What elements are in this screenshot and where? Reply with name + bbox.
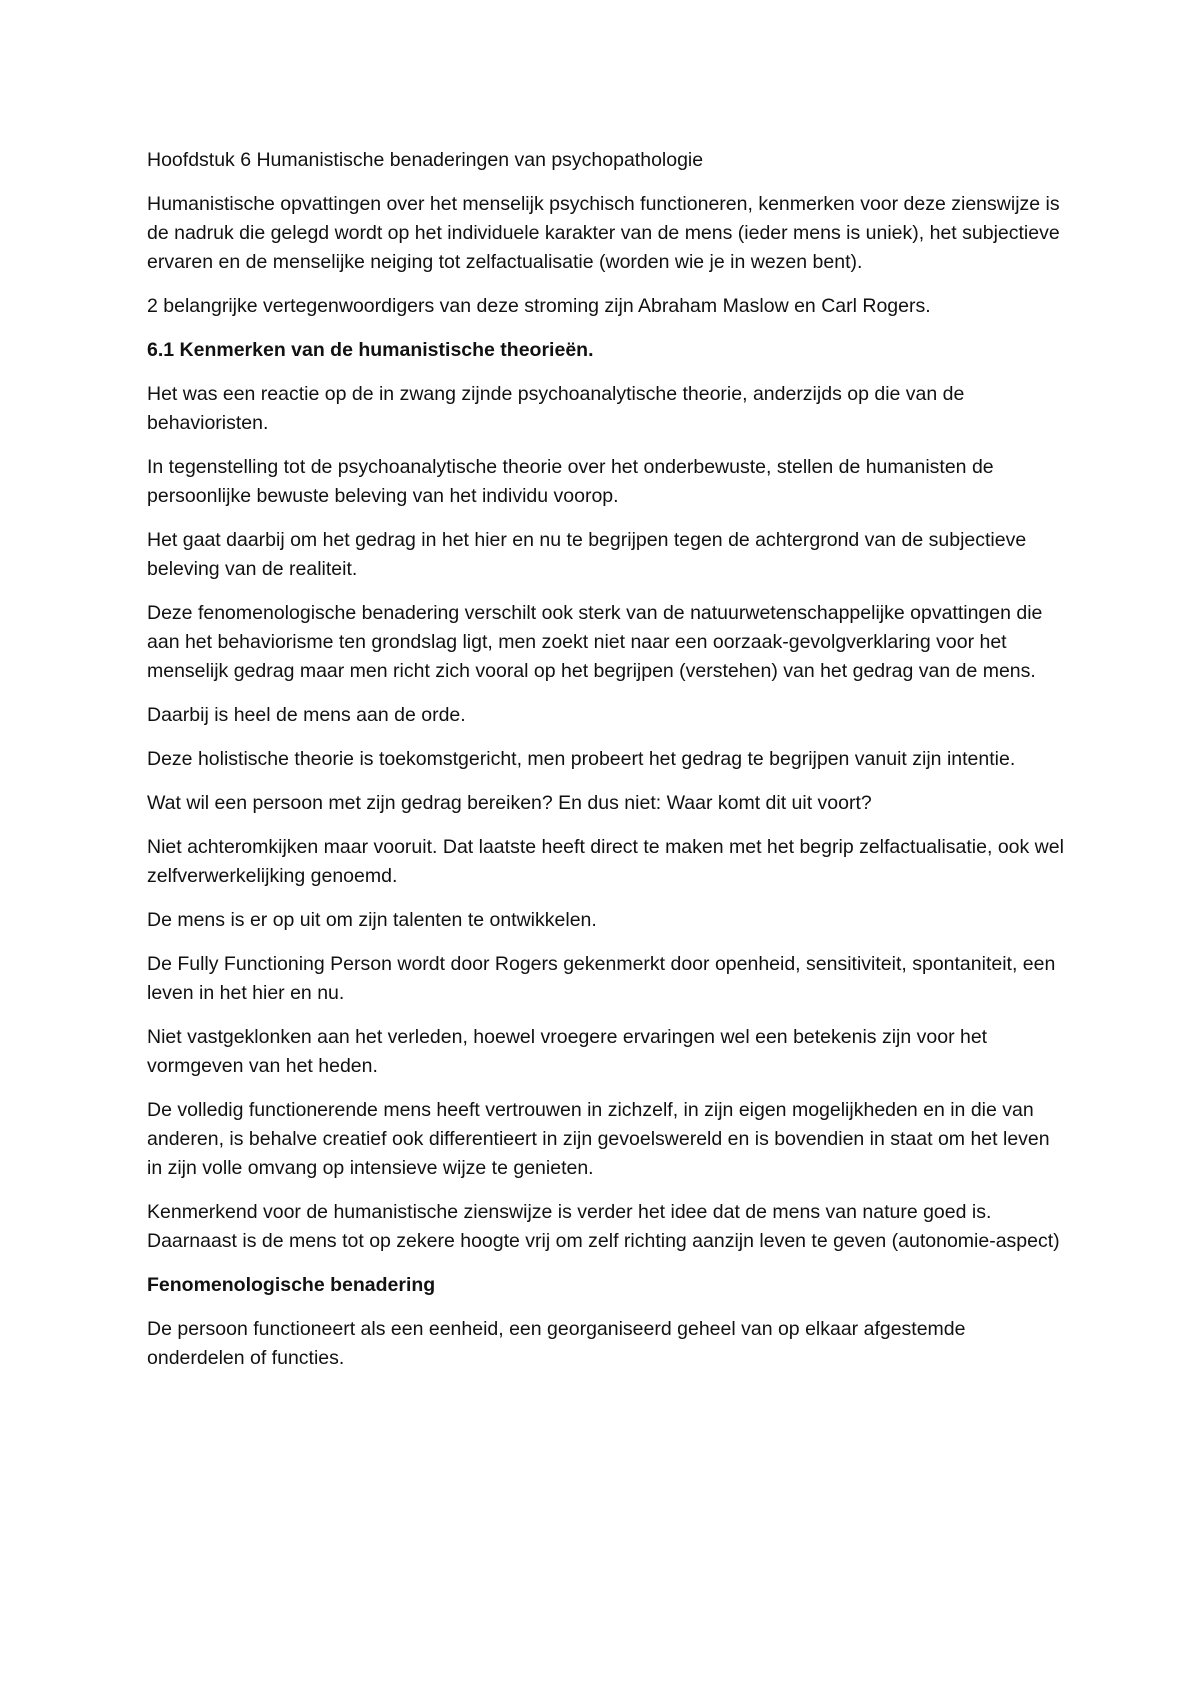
sub-paragraph-1: De persoon functioneert als een eenheid, een georganiseerd geheel van op elkaar afgestemde onderdelen of functies.	[147, 1318, 966, 1369]
section-paragraph-10: De Fully Functioning Person wordt door Rogers gekenmerkt door openheid, sensitiviteit, spontaniteit, een leven in het hier en nu.	[147, 953, 1056, 1004]
section-paragraph-1: Het was een reactie op de in zwang zijnde psychoanalytische theorie, anderzijds op die van de behavioristen.	[147, 383, 965, 434]
document-body	[147, 146, 1067, 1388]
section-paragraph-8: Niet achteromkijken maar vooruit. Dat laatste heeft direct te maken met het begrip zelfactualisatie, ook wel zelfverwerkelijking genoemd.	[147, 836, 1064, 887]
section-paragraph-2: In tegenstelling tot de psychoanalytische theorie over het onderbewuste, stellen de humanisten de persoonlijke bewuste beleving van het individu voorop.	[147, 456, 994, 507]
section-paragraph-13: Kenmerkend voor de humanistische zienswijze is verder het idee dat de mens van nature goed is. Daarnaast is de mens tot op zekere hoogte vrij om zelf richting aanzijn leven te geven (autonomie-aspect)	[147, 1201, 1060, 1252]
chapter-title: Hoofdstuk 6 Humanistische benaderingen van psychopathologie	[147, 149, 704, 171]
section-paragraph-9: De mens is er op uit om zijn talenten te ontwikkelen.	[147, 909, 597, 931]
section-paragraph-6: Deze holistische theorie is toekomstgericht, men probeert het gedrag te begrijpen vanuit zijn intentie.	[147, 748, 1016, 770]
section-paragraph-11: Niet vastgeklonken aan het verleden, hoewel vroegere ervaringen wel een betekenis zijn voor het vormgeven van het heden.	[147, 1026, 988, 1077]
section-paragraph-12: De volledig functionerende mens heeft vertrouwen in zichzelf, in zijn eigen mogelijkheden en in die van anderen, is behalve creatief ook differentieert in zijn gevoelswereld en is bovendien in staat om het leven in zijn volle omvang op intensieve wijze te genieten.	[147, 1099, 1050, 1179]
section-heading: 6.1 Kenmerken van de humanistische theorieën.	[147, 339, 594, 361]
intro-paragraph-2: 2 belangrijke vertegenwoordigers van deze stroming zijn Abraham Maslow en Carl Rogers.	[147, 295, 931, 317]
section-paragraph-7: Wat wil een persoon met zijn gedrag bereiken? En dus niet: Waar komt dit uit voort?	[147, 792, 872, 814]
subheading: Fenomenologische benadering	[147, 1274, 436, 1296]
section-paragraph-4: Deze fenomenologische benadering verschilt ook sterk van de natuurwetenschappelijke opvattingen die aan het behaviorisme ten grondslag ligt, men zoekt niet naar een oorzaak-gevolgverklaring voor het menselijk gedrag maar men richt zich vooral op het begrijpen (verstehen) van het gedrag van de mens.	[147, 602, 1043, 682]
section-paragraph-3: Het gaat daarbij om het gedrag in het hier en nu te begrijpen tegen de achtergrond van de subjectieve beleving van de realiteit.	[147, 529, 1027, 580]
intro-paragraph-1: Humanistische opvattingen over het menselijk psychisch functioneren, kenmerken voor deze zienswijze is de nadruk die gelegd wordt op het individuele karakter van de mens (ieder mens is uniek), het subjectieve ervaren en de menselijke neiging tot zelfactualisatie (worden wie je in wezen bent).	[147, 193, 1060, 273]
section-paragraph-5: Daarbij is heel de mens aan de orde.	[147, 704, 466, 726]
